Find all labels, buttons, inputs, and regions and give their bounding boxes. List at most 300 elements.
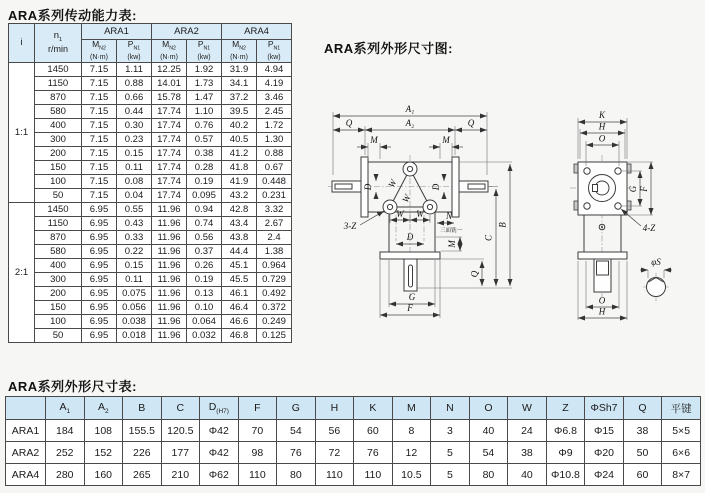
dim-value-cell: 160	[84, 464, 123, 486]
dim-value-cell: 120.5	[161, 420, 200, 442]
dim-col-header	[6, 397, 46, 420]
dim-value-cell: 252	[46, 442, 85, 464]
dim-label-a2: A₂	[405, 118, 415, 128]
dim-value-cell: 24	[508, 420, 547, 442]
dim-label-o-bottom: O	[598, 295, 606, 306]
value-cell: 1.11	[117, 62, 152, 76]
dimension-table-title: ARA系列外形尺寸表:	[8, 379, 137, 394]
col-group-ara4: ARA4	[222, 24, 292, 40]
value-cell: 7.15	[82, 174, 117, 188]
dim-value-cell: 226	[123, 442, 162, 464]
value-cell: 0.57	[187, 132, 222, 146]
model-cell: ARA4	[6, 464, 46, 486]
col-header-speed	[35, 24, 82, 63]
dimension-table	[5, 396, 701, 486]
dim-value-cell: 56	[315, 420, 354, 442]
value-cell: 46.8	[222, 328, 257, 342]
dim-col-header: Q	[623, 397, 662, 420]
dim-col-header: $D_{(H7)}$	[200, 397, 239, 420]
value-cell: 6.95	[82, 272, 117, 286]
capacity-row	[9, 118, 292, 132]
value-cell: 0.492	[257, 286, 292, 300]
value-cell: 7.15	[82, 76, 117, 90]
speed-cell: 1150	[35, 76, 82, 90]
value-cell: 7.15	[82, 132, 117, 146]
dim-value-cell: Φ6.8	[546, 420, 585, 442]
value-cell: 0.11	[117, 272, 152, 286]
capacity-row	[9, 300, 292, 314]
value-cell: 4.94	[257, 62, 292, 76]
value-cell: 41.2	[222, 146, 257, 160]
value-cell: 0.729	[257, 272, 292, 286]
power-symbol: $P_{N1}$	[197, 39, 211, 52]
dim-value-cell: 210	[161, 464, 200, 486]
speed-cell: 50	[35, 188, 82, 202]
callout-3z: 3-Z	[343, 221, 357, 231]
dim-label-w-edge: W	[386, 177, 399, 190]
capacity-row	[9, 244, 292, 258]
value-cell: 17.74	[152, 146, 187, 160]
dim-col-header: N	[431, 397, 470, 420]
dim-value-cell: Φ10.8	[546, 464, 585, 486]
dim-row	[6, 442, 701, 464]
dim-label-g-side: G	[628, 185, 638, 193]
dim-label-c: C	[483, 234, 494, 242]
dim-value-cell: 54	[277, 420, 316, 442]
dim-label-d-lower: D	[406, 232, 414, 242]
dim-label-m-right: M	[442, 135, 450, 145]
dim-value-cell: 5	[431, 442, 470, 464]
dim-row	[6, 464, 701, 486]
model-cell: ARA1	[6, 420, 46, 442]
value-cell: 0.38	[187, 146, 222, 160]
capacity-row	[9, 146, 292, 160]
value-cell: 0.231	[257, 188, 292, 202]
value-cell: 42.8	[222, 202, 257, 216]
value-cell: 40.2	[222, 118, 257, 132]
dim-label-w-bottom-left: W	[396, 209, 404, 219]
value-cell: 0.372	[257, 300, 292, 314]
value-cell: 6.95	[82, 202, 117, 216]
bore-keyway	[593, 185, 598, 192]
dim-value-cell: 108	[84, 420, 123, 442]
speed-cell: 1150	[35, 216, 82, 230]
dim-label-n: N	[445, 211, 453, 221]
outline-dimension-drawing	[320, 55, 705, 380]
power-unit: (kw)	[127, 53, 141, 61]
power-symbol: $P_{N1}$	[127, 39, 141, 52]
value-cell: 6.95	[82, 328, 117, 342]
bearing-right	[423, 200, 437, 214]
capacity-row	[9, 258, 292, 272]
value-cell: 0.76	[187, 118, 222, 132]
capacity-row	[9, 272, 292, 286]
speed-cell: 150	[35, 300, 82, 314]
value-cell: 11.96	[152, 300, 187, 314]
value-cell: 4.19	[257, 76, 292, 90]
value-cell: 6.95	[82, 230, 117, 244]
capacity-row	[9, 188, 292, 202]
dim-label-phis: φS	[651, 257, 661, 267]
speed-cell: 200	[35, 146, 82, 160]
value-cell: 43.4	[222, 216, 257, 230]
speed-cell: 300	[35, 272, 82, 286]
dim-col-header: W	[508, 397, 547, 420]
value-cell: 45.5	[222, 272, 257, 286]
value-cell: 39.5	[222, 104, 257, 118]
value-cell: 0.55	[117, 202, 152, 216]
value-cell: 0.67	[257, 160, 292, 174]
machining-note: 三面铣一	[439, 228, 463, 234]
dim-value-cell: 8	[392, 420, 431, 442]
dim-col-header: G	[277, 397, 316, 420]
dim-value-cell: Φ42	[200, 420, 239, 442]
dim-col-header: ΦSh7	[585, 397, 624, 420]
value-cell: 11.96	[152, 244, 187, 258]
value-cell: 34.1	[222, 76, 257, 90]
dim-value-cell: 60	[354, 420, 393, 442]
value-cell: 41.8	[222, 160, 257, 174]
dim-label-f-side: F	[639, 186, 649, 192]
value-cell: 7.15	[82, 90, 117, 104]
value-cell: 17.74	[152, 188, 187, 202]
dim-label-o-top: O	[598, 133, 606, 144]
value-cell: 1.72	[257, 118, 292, 132]
ratio-cell: 1:1	[9, 62, 35, 202]
capacity-row	[9, 328, 292, 342]
value-cell: 0.075	[117, 286, 152, 300]
value-cell: 0.19	[187, 174, 222, 188]
dim-value-cell: 40	[508, 464, 547, 486]
capacity-row	[9, 90, 292, 104]
dim-col-header: C	[161, 397, 200, 420]
bottom-shaft	[404, 259, 417, 291]
dimension-table-body	[6, 420, 701, 486]
dim-label-q-bottom: Q	[469, 270, 480, 278]
col-group-ara2: ARA2	[152, 24, 222, 40]
value-cell: 7.15	[82, 160, 117, 174]
capacity-row	[9, 202, 292, 216]
value-cell: 31.9	[222, 62, 257, 76]
dim-value-cell: 10.5	[392, 464, 431, 486]
value-cell: 37.2	[222, 90, 257, 104]
value-cell: 0.74	[187, 216, 222, 230]
torque-unit: (N·m)	[230, 53, 248, 61]
front-view	[328, 104, 512, 318]
speed-cell: 1450	[35, 62, 82, 76]
value-cell: 0.26	[187, 258, 222, 272]
speed-cell: 1450	[35, 202, 82, 216]
dim-label-m-left: M	[370, 135, 378, 145]
value-cell: 0.056	[117, 300, 152, 314]
value-cell: 46.1	[222, 286, 257, 300]
value-cell: 0.15	[117, 146, 152, 160]
capacity-row	[9, 62, 292, 76]
dim-value-cell: 3	[431, 420, 470, 442]
speed-cell: 400	[35, 258, 82, 272]
value-cell: 0.43	[117, 216, 152, 230]
dim-value-cell: Φ20	[585, 442, 624, 464]
dim-value-cell: 110	[238, 464, 277, 486]
value-cell: 0.095	[187, 188, 222, 202]
value-cell: 0.28	[187, 160, 222, 174]
power-unit: (kw)	[197, 53, 211, 61]
value-cell: 1.30	[257, 132, 292, 146]
value-cell: 0.125	[257, 328, 292, 342]
value-cell: 1.38	[257, 244, 292, 258]
dim-value-cell: 98	[238, 442, 277, 464]
col-header-torque	[82, 40, 117, 63]
value-cell: 0.10	[187, 300, 222, 314]
value-cell: 0.15	[117, 258, 152, 272]
col-group-ara1: ARA1	[82, 24, 152, 40]
value-cell: 6.95	[82, 244, 117, 258]
speed-unit: r/min	[48, 44, 68, 55]
value-cell: 41.9	[222, 174, 257, 188]
speed-cell: 870	[35, 90, 82, 104]
dim-value-cell: 184	[46, 420, 85, 442]
dim-value-cell: Φ42	[200, 442, 239, 464]
dim-value-cell: 76	[277, 442, 316, 464]
value-cell: 11.96	[152, 272, 187, 286]
dim-col-header: B	[123, 397, 162, 420]
torque-unit: (N·m)	[90, 53, 108, 61]
capacity-row	[9, 104, 292, 118]
dim-label-a1: A₁	[405, 104, 415, 114]
speed-cell: 50	[35, 328, 82, 342]
value-cell: 17.74	[152, 174, 187, 188]
value-cell: 0.33	[117, 230, 152, 244]
value-cell: 46.4	[222, 300, 257, 314]
value-cell: 0.064	[187, 314, 222, 328]
dim-value-cell: 50	[623, 442, 662, 464]
dim-value-cell: 8×7	[662, 464, 701, 486]
value-cell: 7.15	[82, 188, 117, 202]
dim-value-cell: 280	[46, 464, 85, 486]
dimension-header-row	[6, 397, 701, 420]
value-cell: 7.15	[82, 104, 117, 118]
value-cell: 43.8	[222, 230, 257, 244]
dim-col-header: F	[238, 397, 277, 420]
col-header-torque	[222, 40, 257, 63]
dim-label-m-small: M	[447, 240, 457, 248]
dim-col-header: M	[392, 397, 431, 420]
capacity-header-row-1	[9, 24, 292, 40]
bearing-left	[383, 200, 397, 214]
col-header-ratio: i	[9, 24, 35, 63]
dim-label-d-left: D	[363, 183, 373, 191]
power-unit: (kw)	[267, 53, 281, 61]
col-header-torque	[152, 40, 187, 63]
value-cell: 45.1	[222, 258, 257, 272]
col-header-power	[117, 40, 152, 63]
shaft-cross-section	[647, 278, 666, 297]
dim-col-header: H	[315, 397, 354, 420]
dim-value-cell: 265	[123, 464, 162, 486]
dim-value-cell: 5×5	[662, 420, 701, 442]
value-cell: 6.95	[82, 300, 117, 314]
capacity-row	[9, 286, 292, 300]
power-symbol: $P_{N1}$	[267, 39, 281, 52]
value-cell: 2.67	[257, 216, 292, 230]
speed-cell: 580	[35, 104, 82, 118]
capacity-row	[9, 132, 292, 146]
dim-label-h-bottom: H	[598, 306, 606, 317]
value-cell: 11.96	[152, 230, 187, 244]
value-cell: 11.96	[152, 258, 187, 272]
capacity-row	[9, 174, 292, 188]
torque-unit: (N·m)	[160, 53, 178, 61]
speed-cell: 870	[35, 230, 82, 244]
value-cell: 11.96	[152, 216, 187, 230]
dim-col-header: $A_1$	[46, 397, 85, 420]
dim-value-cell: Φ24	[585, 464, 624, 486]
dim-value-cell: 152	[84, 442, 123, 464]
value-cell: 17.74	[152, 104, 187, 118]
value-cell: 17.74	[152, 118, 187, 132]
value-cell: 6.95	[82, 216, 117, 230]
value-cell: 2.4	[257, 230, 292, 244]
value-cell: 0.37	[187, 244, 222, 258]
value-cell: 7.15	[82, 146, 117, 160]
dim-col-header: K	[354, 397, 393, 420]
value-cell: 11.96	[152, 314, 187, 328]
value-cell: 7.15	[82, 62, 117, 76]
dim-value-cell: Φ62	[200, 464, 239, 486]
speed-cell: 100	[35, 174, 82, 188]
dim-col-header: Z	[546, 397, 585, 420]
dim-label-g-front: G	[408, 292, 416, 302]
col-header-power	[257, 40, 292, 63]
dim-label-b: B	[497, 222, 508, 228]
dim-value-cell: 40	[469, 420, 508, 442]
dim-label-q-left: Q	[345, 118, 353, 128]
value-cell: 0.88	[117, 76, 152, 90]
side-bottom-flange	[578, 252, 627, 259]
value-cell: 6.95	[82, 286, 117, 300]
value-cell: 17.74	[152, 160, 187, 174]
value-cell: 44.4	[222, 244, 257, 258]
value-cell: 14.01	[152, 76, 187, 90]
capacity-table	[8, 23, 292, 343]
value-cell: 0.94	[187, 202, 222, 216]
speed-cell: 580	[35, 244, 82, 258]
value-cell: 0.11	[117, 160, 152, 174]
dim-label-k: K	[598, 110, 606, 120]
value-cell: 11.96	[152, 202, 187, 216]
value-cell: 1.47	[187, 90, 222, 104]
value-cell: 0.19	[187, 272, 222, 286]
dim-value-cell: 110	[354, 464, 393, 486]
drawing-title: ARA系列外形尺寸图:	[324, 41, 453, 56]
value-cell: 0.04	[117, 188, 152, 202]
value-cell: 40.5	[222, 132, 257, 146]
dim-col-header: 平键	[662, 397, 701, 420]
value-cell: 11.96	[152, 328, 187, 342]
value-cell: 0.08	[117, 174, 152, 188]
side-body	[584, 215, 621, 252]
dim-value-cell: 72	[315, 442, 354, 464]
value-cell: 1.10	[187, 104, 222, 118]
dim-value-cell: 80	[469, 464, 508, 486]
speed-symbol: $n_1$	[53, 30, 63, 44]
value-cell: 0.22	[117, 244, 152, 258]
value-cell: 1.92	[187, 62, 222, 76]
value-cell: 15.78	[152, 90, 187, 104]
callout-4z: 4-Z	[642, 223, 656, 233]
dim-value-cell: Φ15	[585, 420, 624, 442]
dim-value-cell: 12	[392, 442, 431, 464]
dim-value-cell: 76	[354, 442, 393, 464]
dim-col-header: O	[469, 397, 508, 420]
value-cell: 12.25	[152, 62, 187, 76]
value-cell: 3.46	[257, 90, 292, 104]
torque-symbol: $M_{N2}$	[162, 39, 176, 52]
value-cell: 1.73	[187, 76, 222, 90]
model-cell: ARA2	[6, 442, 46, 464]
capacity-row	[9, 76, 292, 90]
bottom-flange	[380, 252, 440, 259]
torque-symbol: $M_{N2}$	[92, 39, 106, 52]
dim-label-d-right: D	[431, 183, 441, 191]
bearing-top	[403, 162, 417, 176]
value-cell: 0.032	[187, 328, 222, 342]
col-header-power	[187, 40, 222, 63]
value-cell: 0.30	[117, 118, 152, 132]
value-cell: 2.45	[257, 104, 292, 118]
capacity-row	[9, 230, 292, 244]
value-cell: 0.44	[117, 104, 152, 118]
value-cell: 0.56	[187, 230, 222, 244]
capacity-table-title: ARA系列传动能力表:	[8, 8, 137, 23]
value-cell: 6.95	[82, 314, 117, 328]
value-cell: 0.23	[117, 132, 152, 146]
value-cell: 0.249	[257, 314, 292, 328]
flange-right	[452, 157, 459, 217]
torque-symbol: $M_{N2}$	[232, 39, 246, 52]
value-cell: 11.96	[152, 286, 187, 300]
value-cell: 6.95	[82, 258, 117, 272]
value-cell: 46.6	[222, 314, 257, 328]
capacity-row	[9, 160, 292, 174]
speed-cell: 200	[35, 286, 82, 300]
capacity-row	[9, 216, 292, 230]
dim-value-cell: 60	[623, 464, 662, 486]
value-cell: 17.74	[152, 132, 187, 146]
value-cell: 0.66	[117, 90, 152, 104]
dim-value-cell: Φ9	[546, 442, 585, 464]
dim-value-cell: 80	[277, 464, 316, 486]
dim-label-f-front: F	[407, 303, 413, 313]
value-cell: 0.448	[257, 174, 292, 188]
dim-value-cell: 177	[161, 442, 200, 464]
value-cell: 7.15	[82, 118, 117, 132]
speed-cell: 100	[35, 314, 82, 328]
dim-value-cell: 5	[431, 464, 470, 486]
dim-value-cell: 38	[508, 442, 547, 464]
value-cell: 43.2	[222, 188, 257, 202]
dim-label-w-bottom-right: W	[416, 209, 424, 219]
value-cell: 0.018	[117, 328, 152, 342]
capacity-table-body	[9, 62, 292, 342]
dim-value-cell: 54	[469, 442, 508, 464]
side-view	[570, 110, 672, 320]
dim-row	[6, 420, 701, 442]
value-cell: 0.88	[257, 146, 292, 160]
dim-value-cell: 70	[238, 420, 277, 442]
ratio-cell: 2:1	[9, 202, 35, 342]
dim-label-h-top: H	[598, 121, 606, 132]
